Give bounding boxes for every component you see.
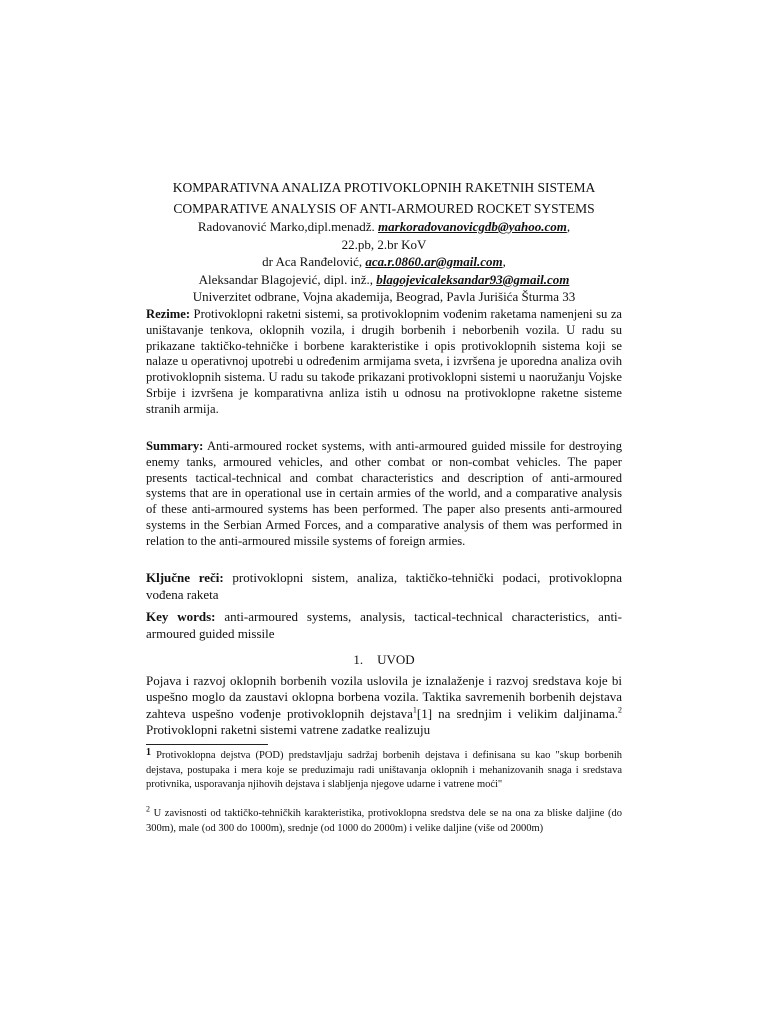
- abstract-serbian: [146, 307, 622, 418]
- keywords-serbian-label: Ključne reči:: [146, 570, 224, 585]
- intro-paragraph: [146, 673, 622, 738]
- abstract-english-text: Anti-armoured rocket systems, with anti-armoured guided missile for destroying enemy tanks, armoured vehicles, and other combat or non-combat vehicles. The paper presents tactical-technical and combat characteristics and description of anti-armoured systems that are in operational use in certain armies of the world, and a comparative analysis of these anti-armoured systems has been performed. The paper also presents anti-armoured systems in the Serbian Armed Forces, and a comparative analysis of them was performed in relation to the anti-armoured missile systems of foreign armies.: [146, 439, 622, 548]
- author-1-name: Radovanović Marko,dipl.menadž.: [197, 219, 379, 234]
- author-2-email[interactable]: aca.r.0860.ar@gmail.com: [365, 254, 503, 269]
- section-title: UVOD: [377, 652, 415, 667]
- affiliation: Univerzitet odbrane, Vojna akademija, Beograd, Pavla Jurišića Šturma 33: [192, 289, 576, 304]
- author-line-2: 22.pb, 2.br KoV: [341, 236, 427, 252]
- abstract-english: [146, 439, 622, 550]
- keywords-english-label: Key words:: [146, 609, 216, 624]
- intro-text-3: Protivoklopni raketni sistemi vatrene zadatke realizuju: [146, 721, 431, 737]
- footnote-1: [146, 749, 622, 793]
- intro-text-2: [1] na srednjim i velikim daljinama.: [416, 705, 618, 721]
- title-english: COMPARATIVE ANALYSIS OF ANTI-ARMOURED ROCKET SYSTEMS: [173, 201, 595, 216]
- title-serbian: KOMPARATIVNA ANALIZA PROTIVOKLOPNIH RAKETNIH SISTEMA: [172, 180, 596, 195]
- footnote-ref-1[interactable]: 1: [412, 705, 417, 715]
- author-line-4: [0, 271, 768, 289]
- footnote-2-text: U zavisnosti od taktičko-tehničkih karakteristika, protivoklopna sredstva dele se na ona za bliske daljine (do 300m), male (od 300 do 1000m), srednje (od 1000 do 2000m) i velike daljine (više od 2000m): [146, 808, 622, 834]
- footnote-ref-2[interactable]: 2: [618, 705, 622, 715]
- section-number: 1.: [353, 652, 364, 667]
- author-2-name: dr Aca Ranđelović,: [262, 254, 366, 269]
- keywords-serbian: [146, 570, 622, 603]
- keywords-english: [146, 608, 622, 642]
- author-1-email[interactable]: markoradovanovicgdb@yahoo.com: [378, 219, 567, 234]
- abstract-serbian-text: Protivoklopni raketni sistemi, sa protivoklopnim vođenim raketama namenjeni su za uništavanje tenkova, oklopnih vozila, i drugih borbenih i neborbenih vozila. U radu su prikazane taktičko-tehničke i borbene karakteristike i opis protivoklopnih sistema koji se nalaze u operativnoj upotrebi u određenim armijama sveta, i izvršena je uporedna analiza ovih protivoklopnih sistema. U radu su takođe prikazani protivoklopni sistemi u naoružanju Vojske Srbije i izvršena je komparativna anliza istih u odnosu na protivoklopne raketne sisteme stranih armija.: [146, 307, 622, 416]
- author-2-suffix: ,: [502, 254, 506, 269]
- author-3-email[interactable]: blagojevicaleksandar93@gmail.com: [376, 271, 570, 287]
- section-heading: [0, 652, 768, 668]
- author-3-name: Aleksandar Blagojević, dipl. inž.,: [198, 271, 377, 287]
- footnote-1-number: 1: [146, 747, 151, 758]
- footnote-divider: [146, 744, 268, 745]
- footnote-2-number: 2: [146, 804, 150, 814]
- footnote-1-text: Protivoklopna dejstva (POD) predstavljaju sadržaj borbenih dejstava i definisana su kao "skup borbenih dejstava, postupaka i mera koje se preduzimaju radi uništavanja oklopnih i mehanizovanih snaga i sredstava protivnika, usporavanja njihovih dejstava i slabljenja njegove udarne i vatrene moći": [146, 750, 622, 790]
- footnote-2: [146, 804, 622, 836]
- keywords-english-text: anti-armoured systems, analysis, tactical-technical characteristics, anti-armoured guided missile: [146, 609, 622, 641]
- author-line-1: [0, 218, 768, 236]
- keywords-serbian-text: protivoklopni sistem, analiza, taktičko-tehnički podaci, protivoklopna vođena raketa: [146, 570, 622, 602]
- author-block: [0, 218, 768, 306]
- abstract-english-label: Summary:: [146, 439, 204, 453]
- intro-text-1: Pojava i razvoj oklopnih borbenih vozila uslovila je iznalaženje i razvoj sredstava koje bi uspešno moglo da zaustavi oklopna borbena vozila. Taktika savremenih borbenih dejstava zahteva uspešno vođenje protivoklopnih dejstava: [146, 673, 622, 721]
- author-line-3: [0, 253, 768, 271]
- author-1-suffix: ,: [566, 219, 571, 234]
- abstract-serbian-label: Rezime:: [146, 307, 191, 321]
